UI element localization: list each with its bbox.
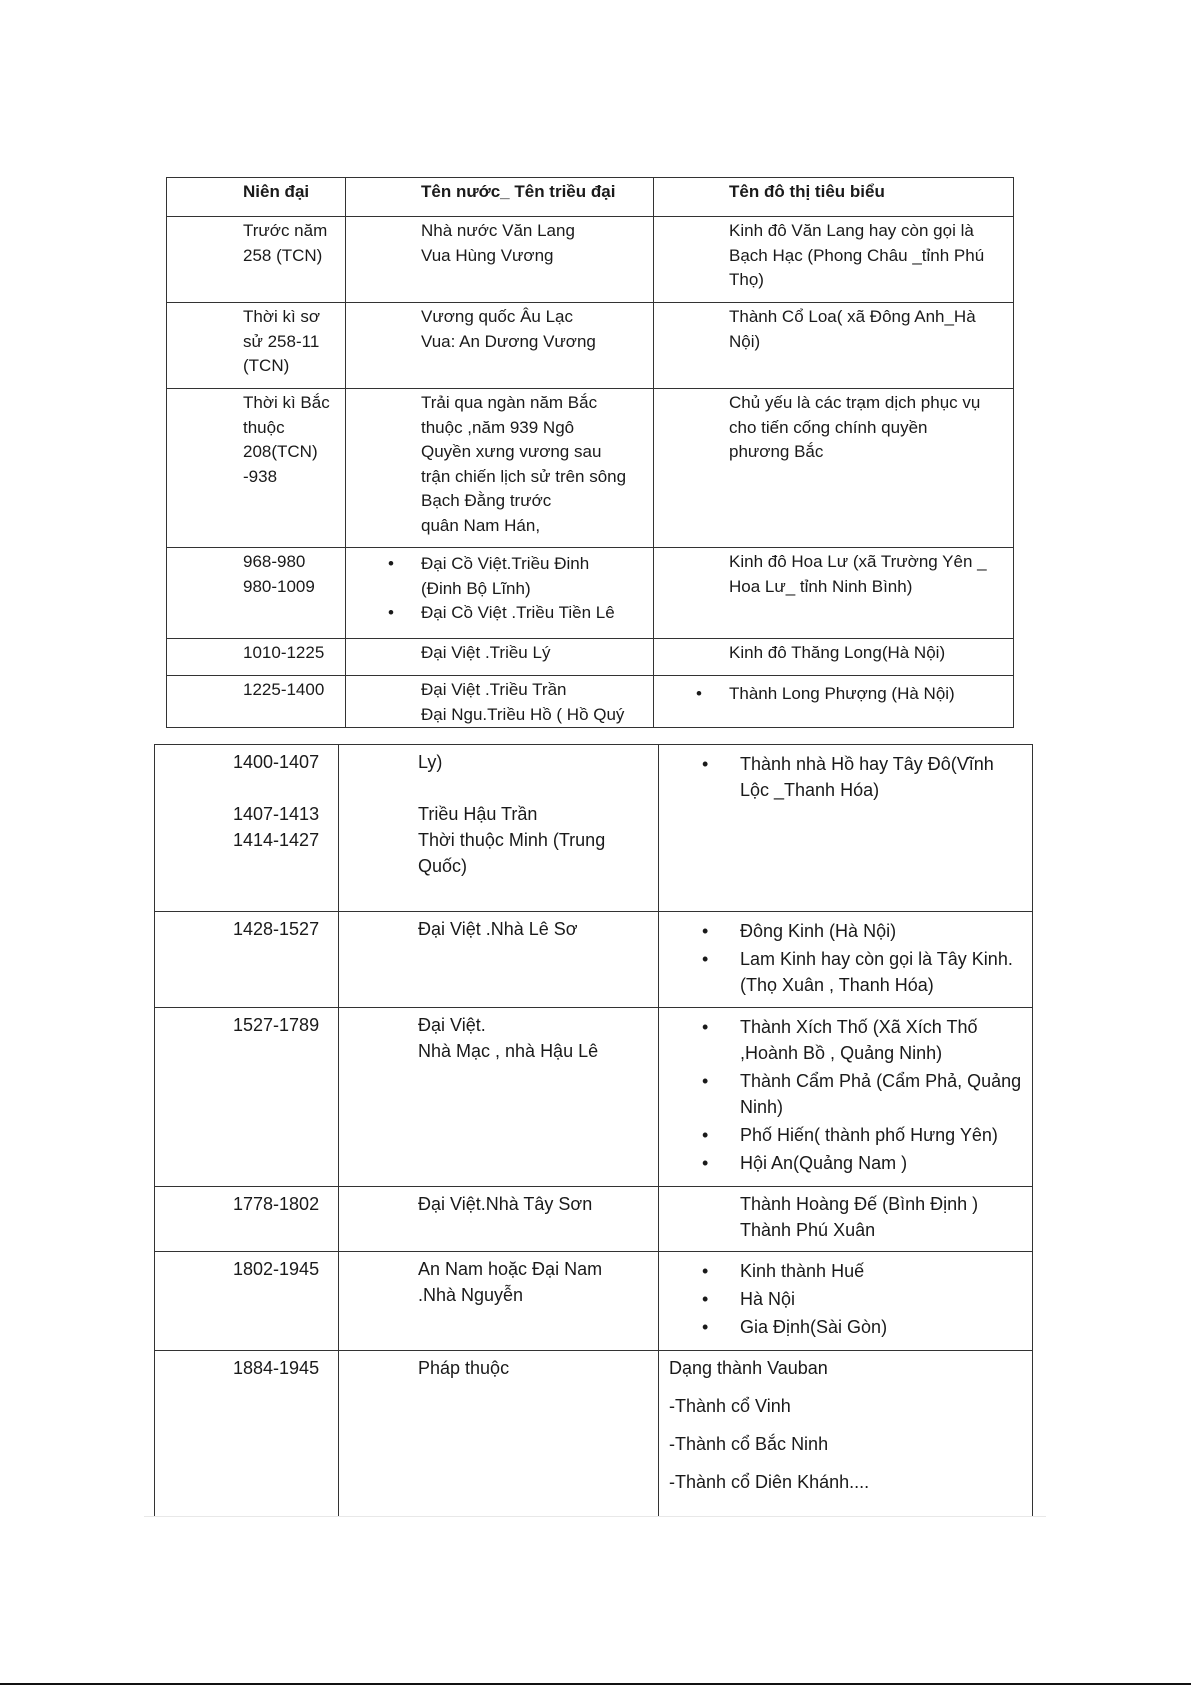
- period-cell: [155, 912, 339, 1008]
- dynasty-table-part-1: [166, 177, 1014, 728]
- period-cell: [167, 389, 346, 548]
- city-line: • Hà Nội: [740, 1289, 796, 1309]
- table-row: [167, 676, 1014, 728]
- period-line: Thời kì sơ: [243, 307, 321, 326]
- header-period: Niên đại: [167, 178, 346, 217]
- period-line: 1400-1407: [233, 752, 320, 772]
- page-divider: [144, 1516, 1046, 1517]
- city-line: Bạch Hạc (Phong Châu _tỉnh Phú: [729, 245, 985, 265]
- period-cell: [167, 303, 346, 389]
- dynasty-cell: [346, 217, 654, 303]
- city-cell: [659, 745, 1033, 912]
- dynasty-line: Nhà Mạc , nhà Hậu Lê: [418, 1041, 599, 1061]
- city-cell: [659, 1351, 1033, 1517]
- city-cell: [659, 1187, 1033, 1252]
- city-bullet: [659, 1014, 1024, 1066]
- dynasty-cell: [346, 303, 654, 389]
- header-city: Tên đô thị tiêu biểu: [654, 178, 1014, 217]
- city-line: Thành Hoàng Đế (Bình Định ): [740, 1194, 979, 1214]
- city-line: -Thành cổ Vinh: [669, 1396, 791, 1416]
- dynasty-cell: [339, 745, 659, 912]
- period-line: 968-980: [243, 552, 306, 571]
- dynasty-cell: [339, 1252, 659, 1351]
- city-bullet: [659, 1286, 1024, 1312]
- dynasty-line: Ly): [418, 752, 443, 772]
- city-line: Kinh đô Thăng Long(Hà Nội): [729, 643, 946, 662]
- period-cell: [167, 548, 346, 639]
- city-line: phương Bắc: [729, 442, 824, 461]
- period-cell: [167, 676, 346, 728]
- period-cell: [155, 1252, 339, 1351]
- dynasty-cell: [339, 1187, 659, 1252]
- city-line: Thành Phú Xuân: [740, 1220, 876, 1240]
- table-row: [155, 1252, 1033, 1351]
- dynasty-line: thuộc ,năm 939 Ngô: [421, 417, 575, 437]
- dynasty-line: Đại Việt .Triều Trần: [421, 680, 567, 699]
- city-cell: [654, 389, 1014, 548]
- dynasty-cell: [339, 1351, 659, 1517]
- table-row: [155, 912, 1033, 1008]
- city-bullet: [654, 682, 1005, 707]
- dynasty-line: Đại Việt .Triều Lý: [421, 643, 551, 662]
- dynasty-cell: [346, 639, 654, 676]
- period-line: 1428-1527: [233, 919, 320, 939]
- dynasty-line: Vương quốc Âu Lạc: [421, 307, 574, 326]
- dynasty-line: • Đại Cồ Việt .Triều Tiền Lê: [421, 603, 615, 622]
- city-cell: [659, 1252, 1033, 1351]
- city-line: -Thành cổ Diên Khánh....: [669, 1472, 870, 1492]
- dynasty-cell: [339, 912, 659, 1008]
- period-line: 1414-1427: [233, 830, 320, 850]
- dynasty-line: Quyền xưng vương sau: [421, 442, 602, 461]
- dynasty-line: Thời thuộc Minh (Trung: [418, 830, 606, 850]
- period-line: 208(TCN): [243, 442, 318, 461]
- dynasty-line: Quốc): [418, 856, 468, 876]
- period-line: 258 (TCN): [243, 245, 323, 265]
- dynasty-cell: [346, 389, 654, 548]
- period-cell: [155, 1008, 339, 1187]
- city-line: -Thành cổ Bắc Ninh: [669, 1434, 829, 1454]
- period-line: 1778-1802: [233, 1194, 320, 1214]
- dynasty-line: Đại Việt .Nhà Lê Sơ: [418, 919, 578, 939]
- dynasty-line: Nhà nước Văn Lang: [421, 221, 575, 240]
- city-line: Thành Cổ Loa( xã Đông Anh_Hà: [729, 307, 976, 326]
- city-line: (Thọ Xuân , Thanh Hóa): [740, 975, 934, 995]
- city-line: Kinh đô Văn Lang hay còn gọi là: [729, 221, 974, 240]
- period-cell: [155, 1187, 339, 1252]
- period-line: -938: [243, 466, 278, 486]
- table-row: [167, 217, 1014, 303]
- city-cell: [659, 1008, 1033, 1187]
- period-line: (TCN): [243, 356, 290, 375]
- dynasty-line: An Nam hoặc Đại Nam: [418, 1259, 603, 1279]
- period-line: 1802-1945: [233, 1259, 320, 1279]
- city-line: • Lam Kinh hay còn gọi là Tây Kinh.: [740, 949, 1013, 969]
- city-line: • Thành Cẩm Phả (Cẩm Phả, Quảng: [740, 1071, 1022, 1091]
- city-line: Chủ yếu là các trạm dịch phục vụ: [729, 393, 981, 412]
- table-row: [167, 639, 1014, 676]
- dynasty-cell: [346, 676, 654, 728]
- table-row: [155, 1008, 1033, 1187]
- dynasty-table-part-2: [154, 744, 1033, 1517]
- city-bullet: [659, 1150, 1024, 1176]
- city-bullet: [659, 1314, 1024, 1340]
- period-line: 1225-1400: [243, 680, 325, 699]
- city-cell: [654, 639, 1014, 676]
- city-cell: [654, 217, 1014, 303]
- dynasty-line: • Đại Cồ Việt.Triều Đinh: [421, 554, 590, 573]
- table-row: [167, 548, 1014, 639]
- dynasty-line: .Nhà Nguyễn: [418, 1285, 524, 1305]
- dynasty-line: Đại Việt.: [418, 1015, 486, 1035]
- dynasty-line: Vua Hùng Vương: [421, 245, 554, 265]
- header-dynasty: Tên nước_ Tên triều đại: [346, 178, 654, 217]
- dynasty-line: (Đinh Bộ Lĩnh): [421, 578, 531, 598]
- city-line: Lộc _Thanh Hóa): [740, 780, 880, 800]
- dynasty-bullet: [346, 552, 649, 601]
- period-line: Trước năm: [243, 221, 328, 240]
- city-bullet: [659, 918, 1024, 944]
- city-bullet: [659, 751, 1024, 803]
- dynasty-line: Vua: An Dương Vương: [421, 331, 596, 351]
- city-line: ,Hoành Bồ , Quảng Ninh): [740, 1043, 943, 1063]
- period-cell: [167, 639, 346, 676]
- table-row: [155, 1351, 1033, 1517]
- city-line: • Gia Định(Sài Gòn): [740, 1317, 888, 1337]
- city-bullet: [659, 1068, 1024, 1120]
- dynasty-cell: [346, 548, 654, 639]
- city-line: Thọ): [729, 270, 764, 289]
- dynasty-bullet: [346, 601, 649, 626]
- period-line: 1527-1789: [233, 1015, 320, 1035]
- dynasty-cell: [339, 1008, 659, 1187]
- table-row: [155, 1187, 1033, 1252]
- city-line: cho tiến cống chính quyền: [729, 417, 928, 437]
- city-cell: [659, 912, 1033, 1008]
- city-bullet: [659, 946, 1024, 998]
- dynasty-line: trận chiến lịch sử trên sông: [421, 466, 627, 486]
- table-header-row: [167, 178, 1014, 217]
- period-cell: [155, 745, 339, 912]
- dynasty-line: Pháp thuộc: [418, 1358, 510, 1378]
- dynasty-line: Bạch Đằng trước: [421, 491, 552, 510]
- city-line: • Thành Long Phượng (Hà Nội): [729, 684, 955, 703]
- period-line: 1884-1945: [233, 1358, 320, 1378]
- city-line: • Thành nhà Hồ hay Tây Đô(Vĩnh: [740, 754, 994, 774]
- city-line: • Kinh thành Huế: [740, 1261, 865, 1281]
- city-bullet: [659, 1258, 1024, 1284]
- city-line: • Đông Kinh (Hà Nội): [740, 921, 897, 941]
- city-bullet: [659, 1122, 1024, 1148]
- period-line: thuộc: [243, 417, 285, 437]
- city-line: • Thành Xích Thố (Xã Xích Thố: [740, 1017, 978, 1037]
- dynasty-line: Trải qua ngàn năm Bắc: [421, 393, 598, 412]
- table-row: [155, 745, 1033, 912]
- dynasty-line: Đại Việt.Nhà Tây Sơn: [418, 1194, 593, 1214]
- period-cell: [167, 217, 346, 303]
- city-line: Hoa Lư_ tỉnh Ninh Bình): [729, 576, 913, 596]
- city-cell: [654, 676, 1014, 728]
- dynasty-line: Đại Ngu.Triều Hồ ( Hồ Quý: [421, 704, 625, 724]
- city-cell: [654, 548, 1014, 639]
- table-row: [167, 389, 1014, 548]
- city-cell: [654, 303, 1014, 389]
- city-line: • Phố Hiến( thành phố Hưng Yên): [740, 1125, 998, 1145]
- period-line: Thời kì Bắc: [243, 393, 330, 412]
- dynasty-line: Triều Hậu Trần: [418, 804, 538, 824]
- city-line: Nội): [729, 331, 761, 351]
- city-line: Ninh): [740, 1097, 784, 1117]
- period-line: 980-1009: [243, 576, 315, 596]
- table-row: [167, 303, 1014, 389]
- city-line: Dạng thành Vauban: [669, 1358, 828, 1378]
- period-line: sử 258-11: [243, 331, 320, 351]
- city-line: • Hội An(Quảng Nam ): [740, 1153, 908, 1173]
- dynasty-line: quân Nam Hán,: [421, 515, 541, 535]
- city-line: Kinh đô Hoa Lư (xã Trường Yên _: [729, 552, 987, 571]
- period-line: 1407-1413: [233, 804, 320, 824]
- period-cell: [155, 1351, 339, 1517]
- period-line: 1010-1225: [243, 643, 325, 662]
